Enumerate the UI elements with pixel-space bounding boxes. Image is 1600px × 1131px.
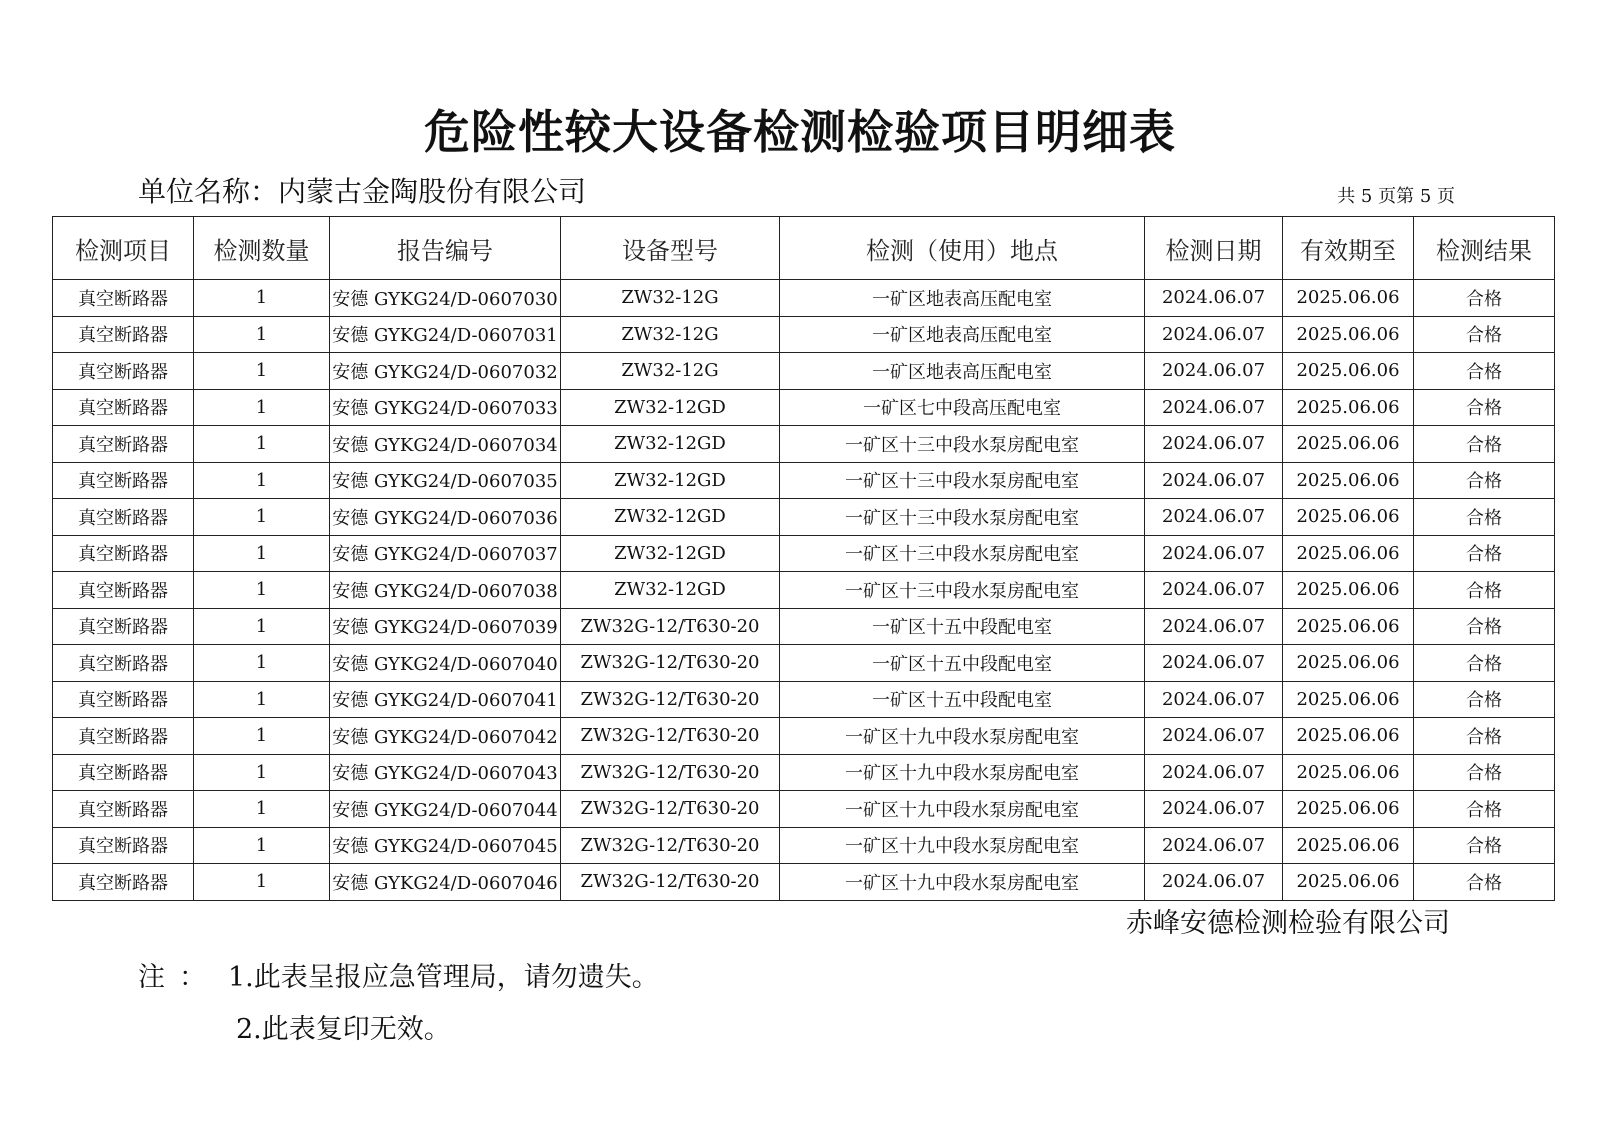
cell-model: ZW32-12G <box>561 353 780 390</box>
cell-model: ZW32-12GD <box>561 572 780 609</box>
table-row <box>53 645 1555 682</box>
cell-report-no: 安德 GYKG24/D-0607040 <box>330 645 561 682</box>
cell-report-no: 安德 GYKG24/D-0607044 <box>330 791 561 828</box>
table-row <box>53 535 1555 572</box>
cell-valid-until: 2025.06.06 <box>1283 791 1414 828</box>
cell-location: 一矿区地表高压配电室 <box>780 316 1145 353</box>
cell-date: 2024.06.07 <box>1145 645 1283 682</box>
table-row <box>53 499 1555 536</box>
cell-quantity: 1 <box>194 535 330 572</box>
cell-model: ZW32G-12/T630-20 <box>561 791 780 828</box>
cell-item: 真空断路器 <box>53 353 194 390</box>
cell-date: 2024.06.07 <box>1145 864 1283 901</box>
cell-quantity: 1 <box>194 572 330 609</box>
header-report-no: 报告编号 <box>330 217 561 280</box>
cell-location: 一矿区十九中段水泵房配电室 <box>780 791 1145 828</box>
cell-item: 真空断路器 <box>53 754 194 791</box>
cell-item: 真空断路器 <box>53 718 194 755</box>
table-row <box>53 718 1555 755</box>
cell-report-no: 安德 GYKG24/D-0607045 <box>330 827 561 864</box>
cell-date: 2024.06.07 <box>1145 791 1283 828</box>
cell-location: 一矿区十九中段水泵房配电室 <box>780 754 1145 791</box>
cell-location: 一矿区十三中段水泵房配电室 <box>780 499 1145 536</box>
header-result: 检测结果 <box>1414 217 1555 280</box>
cell-report-no: 安德 GYKG24/D-0607034 <box>330 426 561 463</box>
cell-result: 合格 <box>1414 681 1555 718</box>
header-item: 检测项目 <box>53 217 194 280</box>
cell-quantity: 1 <box>194 608 330 645</box>
cell-report-no: 安德 GYKG24/D-0607036 <box>330 499 561 536</box>
cell-result: 合格 <box>1414 864 1555 901</box>
cell-valid-until: 2025.06.06 <box>1283 353 1414 390</box>
cell-model: ZW32G-12/T630-20 <box>561 827 780 864</box>
table-row <box>53 462 1555 499</box>
cell-item: 真空断路器 <box>53 608 194 645</box>
cell-quantity: 1 <box>194 316 330 353</box>
cell-valid-until: 2025.06.06 <box>1283 389 1414 426</box>
cell-result: 合格 <box>1414 499 1555 536</box>
table-row <box>53 316 1555 353</box>
header-valid-until: 有效期至 <box>1283 217 1414 280</box>
cell-date: 2024.06.07 <box>1145 827 1283 864</box>
cell-model: ZW32G-12/T630-20 <box>561 608 780 645</box>
cell-result: 合格 <box>1414 754 1555 791</box>
cell-result: 合格 <box>1414 718 1555 755</box>
cell-date: 2024.06.07 <box>1145 754 1283 791</box>
table-row <box>53 754 1555 791</box>
cell-date: 2024.06.07 <box>1145 462 1283 499</box>
cell-quantity: 1 <box>194 353 330 390</box>
cell-report-no: 安德 GYKG24/D-0607035 <box>330 462 561 499</box>
cell-quantity: 1 <box>194 754 330 791</box>
cell-quantity: 1 <box>194 499 330 536</box>
cell-item: 真空断路器 <box>53 535 194 572</box>
cell-model: ZW32G-12/T630-20 <box>561 864 780 901</box>
cell-model: ZW32-12GD <box>561 389 780 426</box>
cell-quantity: 1 <box>194 462 330 499</box>
header-quantity: 检测数量 <box>194 217 330 280</box>
cell-quantity: 1 <box>194 718 330 755</box>
table-row <box>53 827 1555 864</box>
table-body <box>53 280 1555 901</box>
table-row <box>53 681 1555 718</box>
cell-quantity: 1 <box>194 681 330 718</box>
cell-date: 2024.06.07 <box>1145 426 1283 463</box>
cell-quantity: 1 <box>194 827 330 864</box>
cell-location: 一矿区地表高压配电室 <box>780 280 1145 317</box>
cell-location: 一矿区七中段高压配电室 <box>780 389 1145 426</box>
cell-date: 2024.06.07 <box>1145 718 1283 755</box>
cell-model: ZW32G-12/T630-20 <box>561 754 780 791</box>
table-row <box>53 280 1555 317</box>
cell-valid-until: 2025.06.06 <box>1283 535 1414 572</box>
cell-report-no: 安德 GYKG24/D-0607032 <box>330 353 561 390</box>
header-date: 检测日期 <box>1145 217 1283 280</box>
cell-item: 真空断路器 <box>53 645 194 682</box>
cell-location: 一矿区十三中段水泵房配电室 <box>780 462 1145 499</box>
cell-report-no: 安德 GYKG24/D-0607031 <box>330 316 561 353</box>
cell-model: ZW32G-12/T630-20 <box>561 645 780 682</box>
cell-date: 2024.06.07 <box>1145 572 1283 609</box>
cell-valid-until: 2025.06.06 <box>1283 572 1414 609</box>
header-model: 设备型号 <box>561 217 780 280</box>
cell-result: 合格 <box>1414 645 1555 682</box>
cell-quantity: 1 <box>194 645 330 682</box>
table-row <box>53 572 1555 609</box>
document-title: 危险性较大设备检测检验项目明细表 <box>424 105 1176 159</box>
cell-quantity: 1 <box>194 864 330 901</box>
cell-quantity: 1 <box>194 791 330 828</box>
cell-model: ZW32-12GD <box>561 426 780 463</box>
header-location: 检测（使用）地点 <box>780 217 1145 280</box>
cell-location: 一矿区十三中段水泵房配电室 <box>780 426 1145 463</box>
cell-report-no: 安德 GYKG24/D-0607037 <box>330 535 561 572</box>
cell-item: 真空断路器 <box>53 316 194 353</box>
cell-item: 真空断路器 <box>53 462 194 499</box>
issuing-company: 赤峰安德检测检验有限公司 <box>1126 908 1450 939</box>
cell-location: 一矿区十九中段水泵房配电室 <box>780 718 1145 755</box>
table-row <box>53 608 1555 645</box>
cell-report-no: 安德 GYKG24/D-0607046 <box>330 864 561 901</box>
cell-location: 一矿区十三中段水泵房配电室 <box>780 535 1145 572</box>
cell-result: 合格 <box>1414 426 1555 463</box>
cell-report-no: 安德 GYKG24/D-0607043 <box>330 754 561 791</box>
cell-location: 一矿区地表高压配电室 <box>780 353 1145 390</box>
cell-valid-until: 2025.06.06 <box>1283 426 1414 463</box>
table-row <box>53 426 1555 463</box>
cell-result: 合格 <box>1414 791 1555 828</box>
cell-item: 真空断路器 <box>53 791 194 828</box>
cell-item: 真空断路器 <box>53 280 194 317</box>
cell-valid-until: 2025.06.06 <box>1283 280 1414 317</box>
cell-date: 2024.06.07 <box>1145 353 1283 390</box>
cell-model: ZW32G-12/T630-20 <box>561 681 780 718</box>
cell-model: ZW32-12GD <box>561 499 780 536</box>
cell-item: 真空断路器 <box>53 572 194 609</box>
cell-result: 合格 <box>1414 535 1555 572</box>
cell-date: 2024.06.07 <box>1145 535 1283 572</box>
cell-location: 一矿区十九中段水泵房配电室 <box>780 827 1145 864</box>
cell-quantity: 1 <box>194 389 330 426</box>
cell-location: 一矿区十五中段配电室 <box>780 645 1145 682</box>
cell-valid-until: 2025.06.06 <box>1283 499 1414 536</box>
table-header-row <box>53 217 1555 280</box>
table-row <box>53 791 1555 828</box>
cell-report-no: 安德 GYKG24/D-0607042 <box>330 718 561 755</box>
cell-date: 2024.06.07 <box>1145 316 1283 353</box>
note-item-1: 1.此表呈报应急管理局，请勿遗失。 <box>228 962 659 993</box>
unit-label: 单位名称： <box>138 175 279 208</box>
cell-valid-until: 2025.06.06 <box>1283 681 1414 718</box>
cell-location: 一矿区十九中段水泵房配电室 <box>780 864 1145 901</box>
cell-quantity: 1 <box>194 426 330 463</box>
cell-item: 真空断路器 <box>53 426 194 463</box>
cell-model: ZW32-12G <box>561 316 780 353</box>
cell-report-no: 安德 GYKG24/D-0607039 <box>330 608 561 645</box>
cell-result: 合格 <box>1414 389 1555 426</box>
page-info: 共 5 页第 5 页 <box>1337 186 1455 207</box>
cell-valid-until: 2025.06.06 <box>1283 754 1414 791</box>
cell-result: 合格 <box>1414 462 1555 499</box>
inspection-table <box>52 216 1555 901</box>
cell-date: 2024.06.07 <box>1145 280 1283 317</box>
cell-report-no: 安德 GYKG24/D-0607030 <box>330 280 561 317</box>
cell-report-no: 安德 GYKG24/D-0607041 <box>330 681 561 718</box>
cell-valid-until: 2025.06.06 <box>1283 608 1414 645</box>
cell-item: 真空断路器 <box>53 864 194 901</box>
cell-valid-until: 2025.06.06 <box>1283 864 1414 901</box>
table-row <box>53 353 1555 390</box>
cell-date: 2024.06.07 <box>1145 389 1283 426</box>
unit-name: 内蒙古金陶股份有限公司 <box>278 175 587 208</box>
cell-report-no: 安德 GYKG24/D-0607038 <box>330 572 561 609</box>
cell-result: 合格 <box>1414 353 1555 390</box>
note-item-2: 2.此表复印无效。 <box>236 1014 451 1045</box>
note-label: 注： <box>138 962 220 993</box>
cell-location: 一矿区十五中段配电室 <box>780 681 1145 718</box>
cell-valid-until: 2025.06.06 <box>1283 645 1414 682</box>
cell-valid-until: 2025.06.06 <box>1283 827 1414 864</box>
cell-date: 2024.06.07 <box>1145 681 1283 718</box>
table-row <box>53 389 1555 426</box>
cell-valid-until: 2025.06.06 <box>1283 316 1414 353</box>
cell-result: 合格 <box>1414 827 1555 864</box>
cell-item: 真空断路器 <box>53 681 194 718</box>
table-row <box>53 864 1555 901</box>
cell-date: 2024.06.07 <box>1145 608 1283 645</box>
cell-model: ZW32G-12/T630-20 <box>561 718 780 755</box>
cell-report-no: 安德 GYKG24/D-0607033 <box>330 389 561 426</box>
cell-model: ZW32-12GD <box>561 462 780 499</box>
cell-date: 2024.06.07 <box>1145 499 1283 536</box>
cell-item: 真空断路器 <box>53 499 194 536</box>
cell-location: 一矿区十五中段配电室 <box>780 608 1145 645</box>
cell-model: ZW32-12G <box>561 280 780 317</box>
cell-model: ZW32-12GD <box>561 535 780 572</box>
cell-result: 合格 <box>1414 316 1555 353</box>
cell-valid-until: 2025.06.06 <box>1283 462 1414 499</box>
unit-line <box>138 172 586 212</box>
cell-result: 合格 <box>1414 572 1555 609</box>
cell-result: 合格 <box>1414 608 1555 645</box>
cell-valid-until: 2025.06.06 <box>1283 718 1414 755</box>
cell-location: 一矿区十三中段水泵房配电室 <box>780 572 1145 609</box>
cell-result: 合格 <box>1414 280 1555 317</box>
cell-item: 真空断路器 <box>53 827 194 864</box>
cell-item: 真空断路器 <box>53 389 194 426</box>
cell-quantity: 1 <box>194 280 330 317</box>
